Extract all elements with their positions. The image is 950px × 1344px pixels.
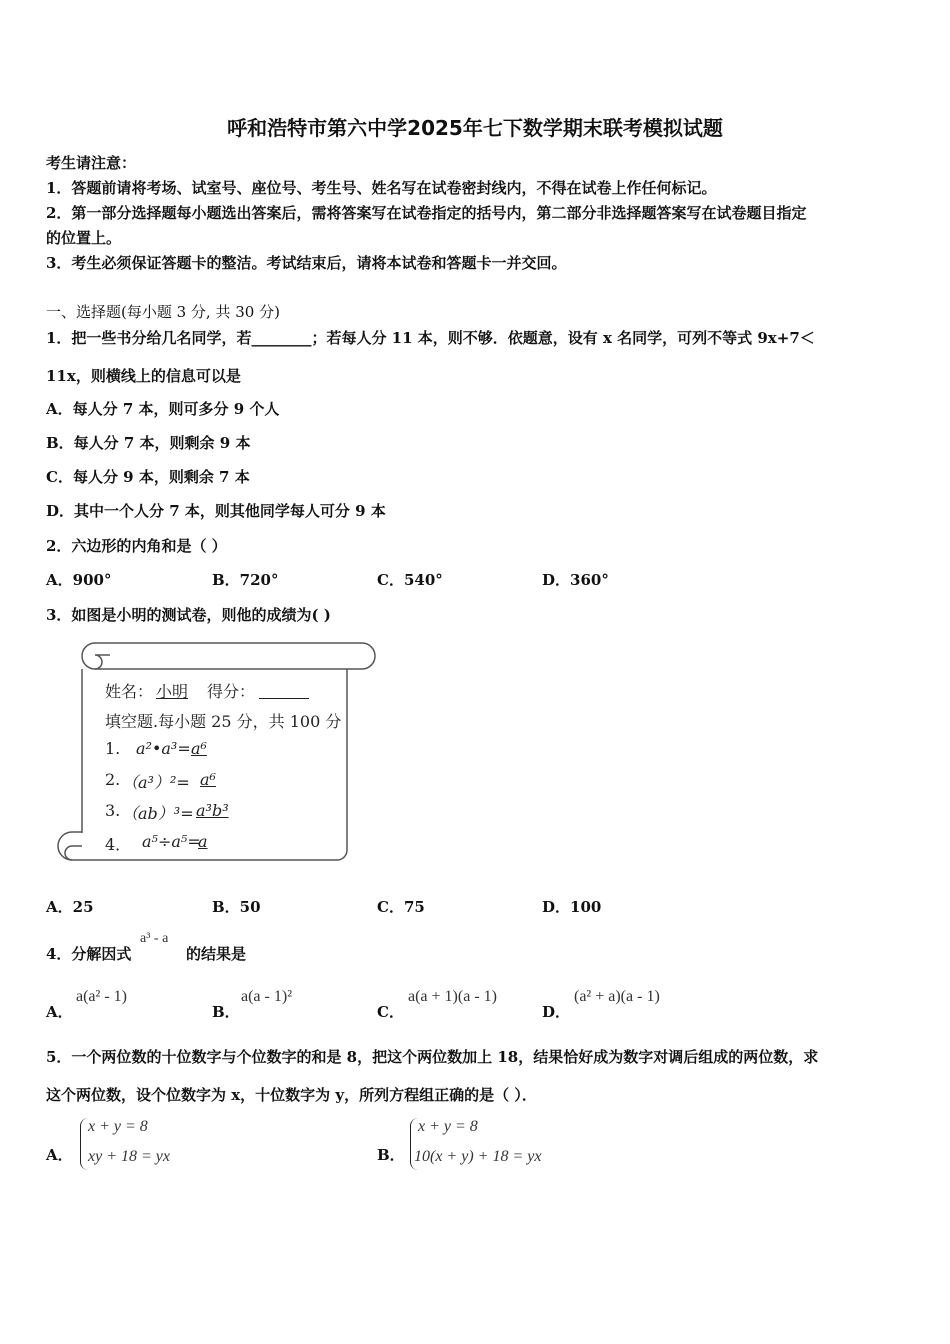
q1-option-a: A．每人分 7 本，则可多分 9 个人 bbox=[46, 400, 280, 418]
q4-option-b: a(a - 1)² bbox=[241, 988, 292, 1005]
page-title: 呼和浩特市第六中学2025年七下数学期末联考模拟试题 bbox=[227, 116, 723, 140]
scroll-problem-expr: （ab）³= bbox=[122, 804, 194, 823]
q3-option-b: B．50 bbox=[212, 898, 261, 916]
q2-option-c: C．540° bbox=[377, 571, 443, 589]
q5-option-b-eq2: 10(x + y) + 18 = yx bbox=[414, 1148, 542, 1165]
scroll-problem-answer: a⁶ bbox=[200, 770, 216, 789]
scroll-problem-expr: （a³）²= bbox=[122, 773, 190, 792]
scroll-problem-expr: a⁵÷a⁵= bbox=[142, 832, 201, 851]
notice-item: 3．考生必须保证答题卡的整洁。考试结束后，请将本试卷和答题卡一并交回。 bbox=[46, 254, 567, 272]
scroll-problem-answer: a³b³ bbox=[196, 801, 229, 820]
scroll-outline bbox=[50, 638, 380, 868]
q4-expression: a³ - a bbox=[140, 931, 169, 946]
q2-option-d: D．360° bbox=[542, 571, 609, 589]
q4-option-c: a(a + 1)(a - 1) bbox=[408, 988, 497, 1005]
test-paper-scroll bbox=[50, 638, 380, 868]
q5-option-a-eq1: x + y = 8 bbox=[88, 1118, 148, 1135]
q5-stem-cont: 这个两位数，设个位数字为 x，十位数字为 y，所列方程组正确的是（ ）． bbox=[46, 1086, 537, 1104]
q1-option-d: D．其中一个人分 7 本，则其他同学每人可分 9 本 bbox=[46, 502, 386, 520]
q5-option-b-eq1: x + y = 8 bbox=[418, 1118, 478, 1135]
scroll-score-blank bbox=[259, 698, 309, 699]
scroll-problem-number: 2. bbox=[105, 770, 121, 789]
scroll-name-label: 姓名： bbox=[105, 682, 154, 701]
q3-option-a: A．25 bbox=[46, 898, 94, 916]
q5-stem: 5．一个两位数的十位数字与个位数字的和是 8，把这个两位数加上 18，结果恰好成为数字对调后组成的两位数，求 bbox=[46, 1048, 819, 1066]
q4-option-d: (a² + a)(a - 1) bbox=[574, 988, 660, 1005]
q4-option-a: a(a² - 1) bbox=[76, 988, 127, 1005]
scroll-problem-number: 3. bbox=[105, 801, 121, 820]
scroll-problem-answer: a⁶ bbox=[191, 739, 207, 758]
q1-option-b: B．每人分 7 本，则剩余 9 本 bbox=[46, 434, 251, 452]
scroll-problem-number: 4． bbox=[105, 835, 132, 854]
q5-option-b-label: B． bbox=[377, 1146, 405, 1164]
q3-stem: 3．如图是小明的测试卷，则他的成绩为( ) bbox=[46, 606, 331, 624]
scroll-name-value: 小明 bbox=[156, 682, 189, 701]
scroll-instruction: 填空题.每小题 25 分，共 100 分 bbox=[105, 712, 342, 731]
q5-option-a-label: A． bbox=[46, 1146, 73, 1164]
q4-option-a-label: A． bbox=[46, 1003, 73, 1021]
scroll-problem-expr: a²•a³= bbox=[136, 739, 191, 758]
q4-option-b-label: B． bbox=[212, 1003, 240, 1021]
scroll-score-label: 得分： bbox=[207, 682, 256, 701]
q4-option-d-label: D． bbox=[542, 1003, 571, 1021]
notice-item: 1．答题前请将考场、试室号、座位号、考生号、姓名写在试卷密封线内，不得在试卷上作任何标记。 bbox=[46, 179, 717, 197]
q3-option-c: C．75 bbox=[377, 898, 425, 916]
notice-item: 2．第一部分选择题每小题选出答案后，需将答案写在试卷指定的括号内，第二部分非选择题答案写在试卷题目指定 bbox=[46, 204, 807, 222]
q1-stem-cont: 11x，则横线上的信息可以是 bbox=[46, 367, 241, 385]
notice-heading: 考生请注意： bbox=[46, 154, 137, 172]
q5-option-a-eq2: xy + 18 = yx bbox=[88, 1148, 170, 1165]
q2-stem: 2．六边形的内角和是（ ） bbox=[46, 537, 227, 555]
q4-stem-suffix: 的结果是 bbox=[186, 945, 247, 963]
q4-stem: 4．分解因式 bbox=[46, 945, 132, 963]
q2-option-b: B．720° bbox=[212, 571, 279, 589]
section-heading: 一、选择题(每小题 3 分, 共 30 分) bbox=[46, 303, 280, 321]
notice-item: 的位置上。 bbox=[46, 229, 122, 247]
q4-option-c-label: C． bbox=[377, 1003, 404, 1021]
q1-option-c: C．每人分 9 本，则剩余 7 本 bbox=[46, 468, 250, 486]
scroll-problem-number: 1. bbox=[105, 739, 121, 758]
q3-option-d: D．100 bbox=[542, 898, 602, 916]
scroll-problem-answer: a bbox=[198, 832, 208, 851]
q2-option-a: A．900° bbox=[46, 571, 112, 589]
q1-stem: 1．把一些书分给几名同学，若________；若每人分 11 本，则不够．依题意，设有 x 名同学，可列不等式 9x+7＜ bbox=[46, 329, 815, 347]
